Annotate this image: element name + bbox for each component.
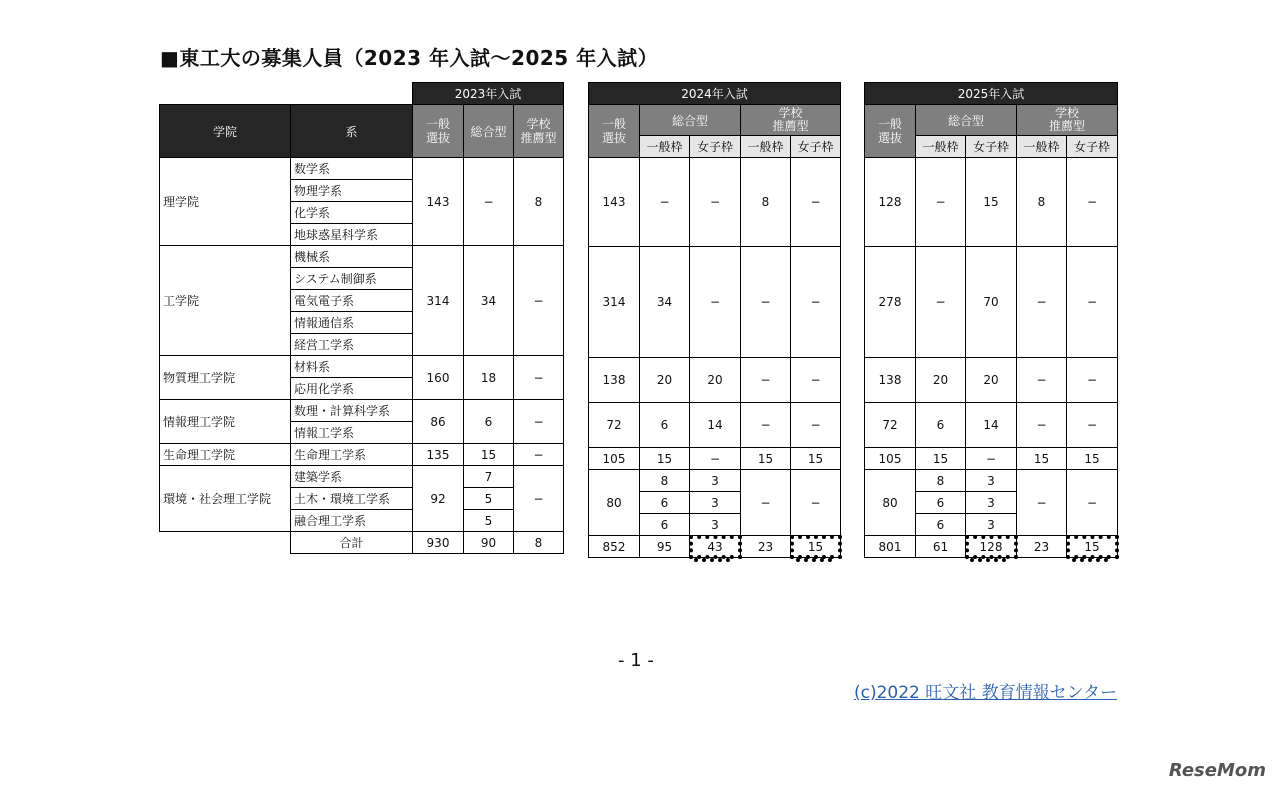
cell: 8 — [916, 470, 966, 492]
dept: 情報工学系 — [291, 422, 413, 444]
cell: 6 — [916, 492, 966, 514]
table-2023 — [159, 82, 564, 554]
cell: 8 — [1017, 158, 1067, 247]
dept: 生命理工学系 — [291, 444, 413, 466]
cell: 138 — [589, 358, 640, 403]
cell: − — [791, 470, 841, 536]
highlight-marker — [796, 558, 832, 568]
cell: 34 — [464, 246, 514, 356]
school-rigaku: 理学院 — [160, 158, 291, 246]
dept: 融合理工学系 — [291, 510, 413, 532]
header-joshiwaku: 女子枠 — [1067, 136, 1118, 158]
cell: − — [791, 158, 841, 247]
dept: 材料系 — [291, 356, 413, 378]
cell: 15 — [1067, 448, 1118, 470]
header-sogo: 総合型 — [464, 105, 514, 158]
header-sogo: 総合型 — [640, 105, 741, 136]
header-ippan: 一般 選抜 — [413, 105, 464, 158]
header-kei: 系 — [291, 105, 413, 158]
table-2024 — [588, 82, 841, 558]
cell: 18 — [464, 356, 514, 400]
cell: 20 — [916, 358, 966, 403]
school-busshitsu: 物質理工学院 — [160, 356, 291, 400]
cell: − — [1067, 358, 1118, 403]
header-gakko: 学校 推薦型 — [1017, 105, 1118, 136]
cell: 8 — [514, 158, 564, 246]
header-gakko: 学校 推薦型 — [514, 105, 564, 158]
total-cell: 95 — [640, 536, 690, 558]
cell: − — [791, 403, 841, 448]
cell: 143 — [413, 158, 464, 246]
cell: 6 — [464, 400, 514, 444]
cell: 3 — [690, 514, 741, 536]
cell: 14 — [690, 403, 741, 448]
total-cell: 23 — [1017, 536, 1067, 558]
cell: 5 — [464, 488, 514, 510]
cell: − — [640, 158, 690, 247]
dept: 建築学系 — [291, 466, 413, 488]
cell: 8 — [640, 470, 690, 492]
dept: 経営工学系 — [291, 334, 413, 356]
cell: 3 — [966, 470, 1017, 492]
total-cell: 90 — [464, 532, 514, 554]
header-ippanwaku: 一般枠 — [1017, 136, 1067, 158]
dept: 電気電子系 — [291, 290, 413, 312]
dept: 機械系 — [291, 246, 413, 268]
cell: 7 — [464, 466, 514, 488]
dept: 情報通信系 — [291, 312, 413, 334]
credit-link[interactable]: (c)2022 旺文社 教育情報センター — [853, 683, 1117, 703]
cell: − — [741, 403, 791, 448]
cell: − — [1067, 470, 1118, 536]
header-ippan: 一般 選抜 — [589, 105, 640, 158]
cell: 3 — [690, 492, 741, 514]
dept: 土木・環境工学系 — [291, 488, 413, 510]
cell: 15 — [741, 448, 791, 470]
cell: 14 — [966, 403, 1017, 448]
cell: − — [966, 448, 1017, 470]
cell: 80 — [865, 470, 916, 536]
cell: 6 — [640, 514, 690, 536]
total-cell: 23 — [741, 536, 791, 558]
cell: 20 — [966, 358, 1017, 403]
cell: 8 — [741, 158, 791, 247]
cell: 15 — [916, 448, 966, 470]
page-number: - 1 - — [618, 650, 654, 671]
dept: 化学系 — [291, 202, 413, 224]
cell: − — [514, 356, 564, 400]
cell: 20 — [640, 358, 690, 403]
cell: 3 — [966, 492, 1017, 514]
school-seimei: 生命理工学院 — [160, 444, 291, 466]
cell: 138 — [865, 358, 916, 403]
cell: − — [1017, 358, 1067, 403]
highlight-marker — [1072, 558, 1108, 568]
blank — [160, 532, 291, 554]
cell: − — [690, 158, 741, 247]
cell: − — [464, 158, 514, 246]
total-cell: 61 — [916, 536, 966, 558]
header-joshiwaku: 女子枠 — [690, 136, 741, 158]
year-header-2025: 2025年入試 — [865, 83, 1118, 105]
cell: − — [690, 448, 741, 470]
header-joshiwaku: 女子枠 — [791, 136, 841, 158]
header-ippanwaku: 一般枠 — [916, 136, 966, 158]
cell: 15 — [791, 448, 841, 470]
cell: − — [514, 466, 564, 532]
cell: 5 — [464, 510, 514, 532]
cell: 86 — [413, 400, 464, 444]
header-gakuin: 学院 — [160, 105, 291, 158]
cell: 34 — [640, 247, 690, 358]
dept: 地球惑星科学系 — [291, 224, 413, 246]
cell: − — [1067, 158, 1118, 247]
cell: 105 — [589, 448, 640, 470]
highlight-marker — [970, 558, 1006, 568]
dept: 数理・計算科学系 — [291, 400, 413, 422]
cell: 72 — [589, 403, 640, 448]
header-ippanwaku: 一般枠 — [640, 136, 690, 158]
cell: 6 — [640, 403, 690, 448]
cell: − — [916, 247, 966, 358]
cell: − — [1067, 403, 1118, 448]
cell: 3 — [966, 514, 1017, 536]
cell: 20 — [690, 358, 741, 403]
cell: 80 — [589, 470, 640, 536]
header-gakko: 学校 推薦型 — [741, 105, 841, 136]
highlight-marker — [694, 558, 730, 568]
cell: − — [741, 247, 791, 358]
cell: − — [514, 444, 564, 466]
cell: 314 — [413, 246, 464, 356]
cell: 70 — [966, 247, 1017, 358]
highlight-total-cell: 43 — [690, 536, 741, 558]
highlight-total-cell: 15 — [791, 536, 841, 558]
cell: 6 — [916, 403, 966, 448]
total-cell: 930 — [413, 532, 464, 554]
cell: − — [741, 470, 791, 536]
cell: − — [690, 247, 741, 358]
cell: − — [514, 246, 564, 356]
resemom-logo: ReseMom — [1168, 760, 1266, 781]
dept: システム制御系 — [291, 268, 413, 290]
school-kogaku: 工学院 — [160, 246, 291, 356]
highlight-total-cell: 128 — [966, 536, 1017, 558]
table-2025 — [864, 82, 1118, 558]
cell: 278 — [865, 247, 916, 358]
cell: 15 — [640, 448, 690, 470]
cell: − — [741, 358, 791, 403]
total-label: 合計 — [291, 532, 413, 554]
cell: − — [514, 400, 564, 444]
cell: 160 — [413, 356, 464, 400]
total-cell: 852 — [589, 536, 640, 558]
header-joshiwaku: 女子枠 — [966, 136, 1017, 158]
dept: 応用化学系 — [291, 378, 413, 400]
cell: − — [791, 358, 841, 403]
header-sogo: 総合型 — [916, 105, 1017, 136]
page-title: ■東工大の募集人員（2023 年入試〜2025 年入試） — [160, 46, 659, 70]
cell: 15 — [966, 158, 1017, 247]
total-cell: 801 — [865, 536, 916, 558]
cell: 143 — [589, 158, 640, 247]
school-kankyo: 環境・社会理工学院 — [160, 466, 291, 532]
cell: − — [916, 158, 966, 247]
dept: 数学系 — [291, 158, 413, 180]
dept: 物理学系 — [291, 180, 413, 202]
cell: 3 — [690, 470, 741, 492]
cell: 72 — [865, 403, 916, 448]
cell: − — [791, 247, 841, 358]
cell: 92 — [413, 466, 464, 532]
cell: − — [1017, 470, 1067, 536]
highlight-total-cell: 15 — [1067, 536, 1118, 558]
cell: 128 — [865, 158, 916, 247]
header-ippan: 一般 選抜 — [865, 105, 916, 158]
year-header-2024: 2024年入試 — [589, 83, 841, 105]
cell: 105 — [865, 448, 916, 470]
school-joho: 情報理工学院 — [160, 400, 291, 444]
cell: − — [1067, 247, 1118, 358]
cell: − — [1017, 247, 1067, 358]
cell: 314 — [589, 247, 640, 358]
cell: 15 — [1017, 448, 1067, 470]
total-cell: 8 — [514, 532, 564, 554]
cell: 6 — [640, 492, 690, 514]
year-header-2023: 2023年入試 — [413, 83, 564, 105]
cell: 6 — [916, 514, 966, 536]
cell: − — [1017, 403, 1067, 448]
cell: 135 — [413, 444, 464, 466]
cell: 15 — [464, 444, 514, 466]
header-ippanwaku: 一般枠 — [741, 136, 791, 158]
